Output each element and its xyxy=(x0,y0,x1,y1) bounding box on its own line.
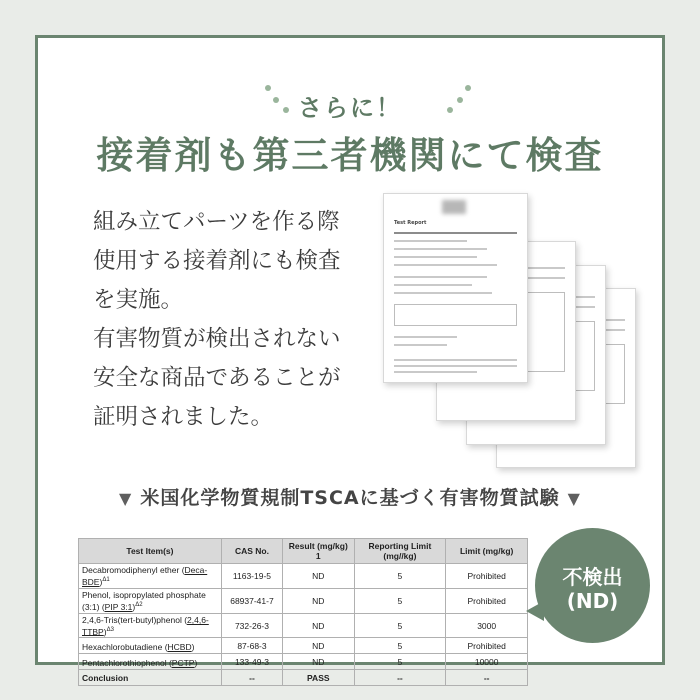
cas-cell: 732-26-3 xyxy=(221,613,282,638)
test-item-abbr: Deca-BDE xyxy=(82,565,208,587)
badge-line-1: 不検出 xyxy=(562,565,623,589)
limit-cell: Prohibited xyxy=(446,564,528,589)
column-header: Result (mg/kg) 1 xyxy=(283,539,354,564)
column-header: Test Item(s) xyxy=(79,539,222,564)
rl-cell: 5 xyxy=(354,564,446,589)
conclusion-cas: -- xyxy=(221,670,282,686)
test-item-close: ) xyxy=(191,641,195,652)
test-item-close: ) xyxy=(99,576,103,587)
triangle-down-icon: ▼ xyxy=(119,489,133,508)
cas-cell: 87-68-3 xyxy=(221,638,282,654)
test-item-close: ) xyxy=(103,626,107,637)
test-item-abbr: 2,4,6-TTBP xyxy=(82,614,209,637)
limit-cell: 3000 xyxy=(446,613,528,638)
table-header-row xyxy=(79,539,528,564)
test-item-abbr: HCBD xyxy=(167,641,192,652)
description-line: 証明されました。 xyxy=(93,404,274,430)
test-item-note: Δ2 xyxy=(135,601,143,608)
result-cell: ND xyxy=(283,638,354,654)
report-title: Test Report xyxy=(394,220,427,226)
test-item-name: Phenol, isopropylated phosphate (3:1) ( xyxy=(82,589,206,612)
test-report-documents xyxy=(383,193,638,468)
column-header: CAS No. xyxy=(221,539,282,564)
conclusion-rl: -- xyxy=(354,670,446,686)
eyebrow-text: さらに！ xyxy=(298,94,402,122)
test-item-cell xyxy=(79,588,222,613)
test-item-cell xyxy=(79,564,222,589)
cas-cell: 133-49-3 xyxy=(221,654,282,670)
description-line: 組み立てパーツを作る際 xyxy=(93,209,340,235)
not-detected-badge xyxy=(535,528,650,643)
conclusion-limit: -- xyxy=(446,670,528,686)
table-row xyxy=(79,654,528,670)
test-item-note: Δ1 xyxy=(102,577,110,583)
test-item-cell xyxy=(79,613,222,638)
conclusion-label: Conclusion xyxy=(79,670,222,686)
cas-cell: 1163-19-5 xyxy=(221,564,282,589)
table-row xyxy=(79,588,528,613)
cas-cell: 68937-41-7 xyxy=(221,588,282,613)
column-header: Limit (mg/kg) xyxy=(446,539,528,564)
conclusion-result: PASS xyxy=(283,670,354,686)
rl-cell: 5 xyxy=(354,638,446,654)
description-line: 有害物質が検出されない xyxy=(93,326,341,352)
rl-cell: 5 xyxy=(354,588,446,613)
section-heading xyxy=(38,483,662,510)
page-title: 接着剤も第三者機関にて検査 xyxy=(96,134,604,177)
rl-cell: 5 xyxy=(354,654,446,670)
limit-cell: Prohibited xyxy=(446,588,528,613)
result-cell: ND xyxy=(283,613,354,638)
test-item-name: Pentachlorothiophenol ( xyxy=(82,657,172,668)
limit-cell: 10000 xyxy=(446,654,528,670)
badge-line-2: (ND) xyxy=(566,589,619,613)
conclusion-row xyxy=(79,670,528,686)
table-row xyxy=(79,638,528,654)
description-text xyxy=(93,203,373,437)
section-title: 米国化学物質規制TSCAに基づく有害物質試験 xyxy=(140,487,560,509)
description-line: を実施。 xyxy=(93,287,184,313)
test-item-cell xyxy=(79,654,222,670)
result-cell: ND xyxy=(283,564,354,589)
table-row xyxy=(79,564,528,589)
rl-cell: 5 xyxy=(354,613,446,638)
triangle-down-icon: ▼ xyxy=(567,489,581,508)
description-line: 安全な商品であることが xyxy=(93,365,341,391)
content-area xyxy=(38,38,662,683)
report-page-1 xyxy=(383,193,528,383)
description-line: 使用する接着剤にも検査 xyxy=(93,248,341,274)
test-item-abbr: PIP 3:1 xyxy=(104,601,133,612)
limit-cell: Prohibited xyxy=(446,638,528,654)
test-item-cell xyxy=(79,638,222,654)
test-item-abbr: PCTP xyxy=(171,657,195,668)
result-cell: ND xyxy=(283,588,354,613)
test-item-name: Hexachlorobutadiene ( xyxy=(82,641,168,652)
table-row xyxy=(79,613,528,638)
result-cell: ND xyxy=(283,654,354,670)
column-header: Reporting Limit (mg//kg) xyxy=(354,539,446,564)
test-item-note: Δ3 xyxy=(106,626,114,633)
test-item-name: 2,4,6-Tris(tert-butyl)phenol ( xyxy=(82,614,188,625)
test-item-close: ) xyxy=(194,657,198,668)
results-table xyxy=(78,538,528,686)
test-item-name: Decabromodiphenyl ether ( xyxy=(82,565,185,575)
test-item-close: ) xyxy=(132,601,136,612)
